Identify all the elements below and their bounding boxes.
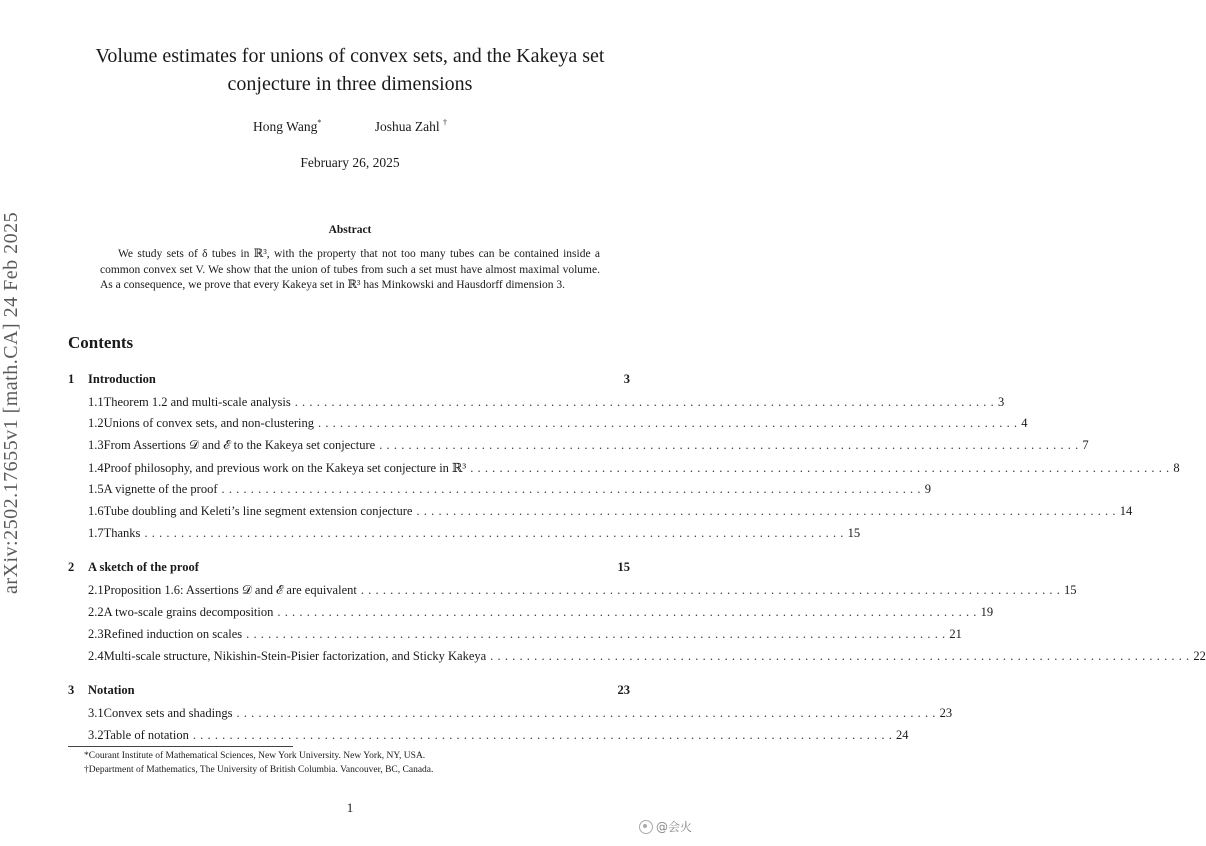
abstract-heading: Abstract [328,224,372,236]
leader-dots: ................................................................................................ [221,482,925,496]
arxiv-stamp: arXiv:2502.17655v1 [math.CA] 24 Feb 2025 [0,211,22,594]
weibo-icon [639,820,653,834]
contents-heading: Contents [68,333,134,352]
toc-section-3[interactable]: 3 Notation 23 [68,683,630,697]
leader-dots: ................................................................................................ [470,461,1174,475]
toc-section-2[interactable]: 2 A sketch of the proof 15 [68,560,630,574]
leader-dots: ................................................................................................ [192,728,897,742]
title-line-1: Volume estimates for unions of convex sets, and the Kakeya set [95,45,605,67]
toc-entry-1-4[interactable]: 1.4 Proof philosophy, and previous work on the Kakeya set conjecture in ℝ³ ................................................................................................ 8 [88,461,1180,475]
leader-dots: ................................................................................................ [277,605,981,619]
watermark-text: @会火 [655,820,692,834]
toc-entry-2-2[interactable]: 2.2 A two-scale grains decomposition ................................................................................................ 19 [88,605,994,619]
paper-date: February 26, 2025 [300,155,400,170]
author-1: Hong Wang* [253,118,322,134]
leader-dots: ................................................................................................ [236,706,940,720]
toc-entry-1-5[interactable]: 1.5 A vignette of the proof ................................................................................................ 9 [88,482,931,496]
toc-entry-2-4[interactable]: 2.4 Multi-scale structure, Nikishin-Stein-Pisier factorization, and Sticky Kakeya ................................................................................................ 22 [88,649,1206,663]
title-line-2: conjecture in three dimensions [227,73,473,95]
leader-dots: ................................................................................................ [360,583,1065,597]
toc-entry-2-1[interactable]: 2.1 Proposition 1.6: Assertions 𝒟 and ℰ are equivalent ................................................................................................ 15 [88,583,1077,597]
watermark [639,818,692,835]
abstract-text: We study sets of δ tubes in ℝ³, with the property that not too many tubes can be contained inside a common convex set V. We show that the union of tubes from such a set must have almost maximal volume. As a consequence, we prove that every Kakeya set in ℝ³ has Minkowski and Hausdorff dimension 3. [100,248,600,291]
leader-dots: ................................................................................................ [144,526,848,540]
authors [0,118,700,135]
toc-entry-3-2[interactable]: 3.2 Table of notation ................................................................................................ 24 [88,728,909,742]
author-2: Joshua Zahl † [374,118,447,134]
footnote-rule [68,746,293,747]
footnote-2: †Department of Mathematics, The University of British Columbia. Vancouver, BC, Canada. [84,765,434,775]
toc-entry-1-3[interactable]: 1.3 From Assertions 𝒟 and ℰ to the Kakeya set conjecture ................................................................................................ 7 [88,438,1089,452]
leader-dots: ................................................................................................ [379,438,1083,452]
toc-section-1[interactable]: 1 Introduction 3 [68,372,630,386]
toc-entry-1-7[interactable]: 1.7 Thanks ................................................................................................ 15 [88,526,861,540]
page-number: 1 [346,800,354,815]
paper-title [60,42,640,98]
leader-dots: ................................................................................................ [416,504,1120,518]
leader-dots: ................................................................................................ [246,627,950,641]
toc-entry-3-1[interactable]: 3.1 Convex sets and shadings ................................................................................................ 23 [88,706,953,720]
leader-dots: ................................................................................................ [294,395,998,409]
leader-dots: ................................................................................................ [318,416,1022,430]
toc-entry-1-2[interactable]: 1.2 Unions of convex sets, and non-clustering ................................................................................................ 4 [88,416,1028,430]
toc-entry-2-3[interactable]: 2.3 Refined induction on scales ................................................................................................ 21 [88,627,962,641]
toc-entry-1-1[interactable]: 1.1 Theorem 1.2 and multi-scale analysis ................................................................................................ 3 [88,395,1005,409]
leader-dots: ................................................................................................ [490,649,1194,663]
toc-entry-1-6[interactable]: 1.6 Tube doubling and Keleti’s line segment extension conjecture ................................................................................................ 14 [88,504,1133,518]
footnote-1: *Courant Institute of Mathematical Sciences, New York University. New York, NY, USA. [84,751,426,761]
